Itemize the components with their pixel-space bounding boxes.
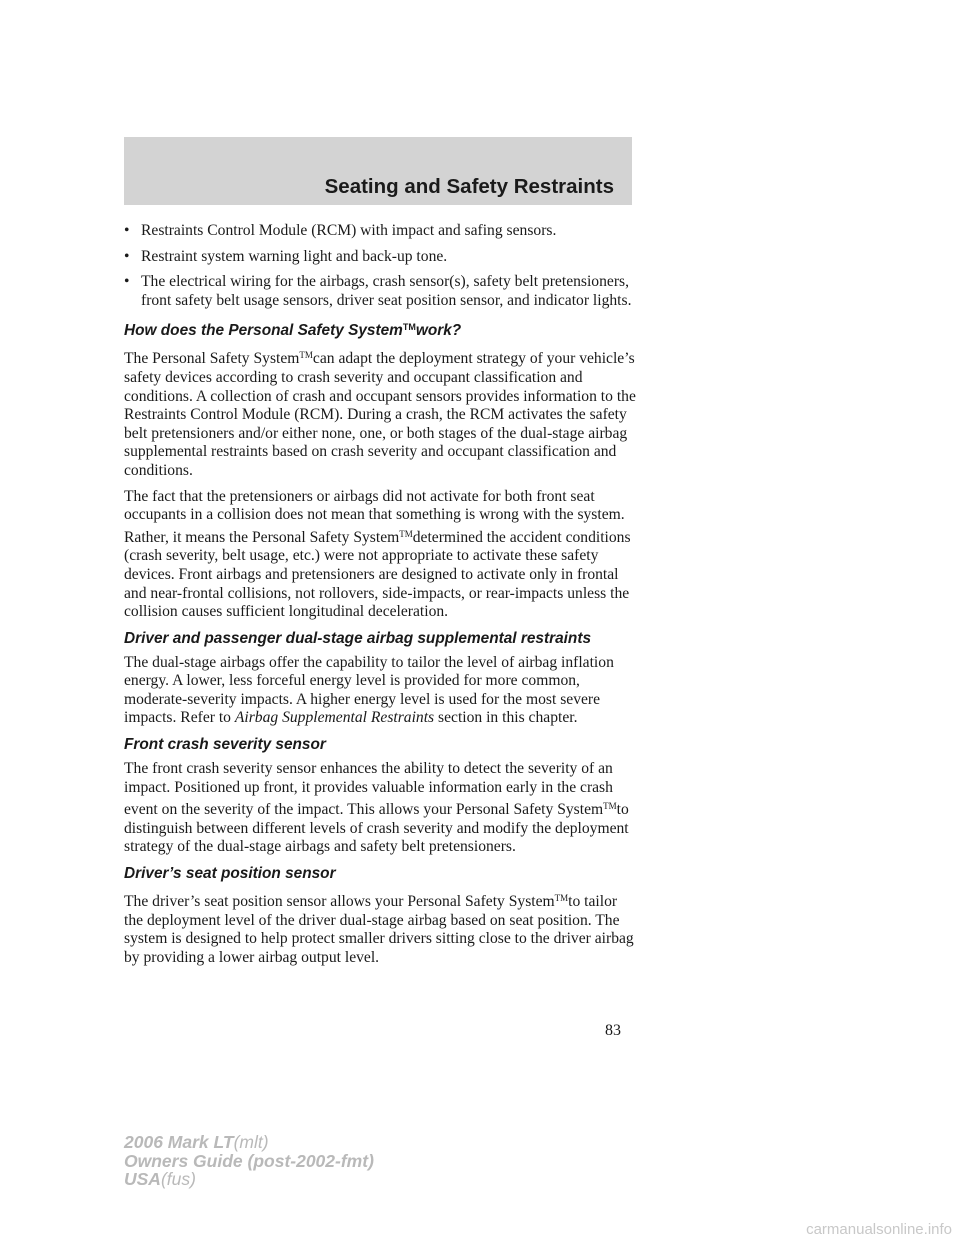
page-content bbox=[124, 222, 636, 974]
list-item-text: Restraint system warning light and back-up tone. bbox=[141, 247, 448, 265]
list-item bbox=[124, 273, 636, 310]
list-item-text: The electrical wiring for the airbags, crash sensor(s), safety belt pretensioners, front safety belt usage sensors, driver seat position sensor, and indicator lights. bbox=[141, 273, 632, 309]
trademark-symbol: TM bbox=[402, 322, 416, 333]
cross-reference: Airbag Supplemental Restraints bbox=[234, 709, 435, 727]
trademark-symbol: TM bbox=[299, 350, 313, 361]
heading-dual-stage-airbags: Driver and passenger dual-stage airbag supplemental restraints bbox=[124, 629, 592, 647]
heading-how-it-works: How does the Personal Safety System™work? bbox=[124, 322, 462, 340]
list-item bbox=[124, 248, 636, 267]
heading-seat-position-sensor: Driver’s seat position sensor bbox=[124, 865, 336, 883]
bullet-icon: • bbox=[124, 273, 130, 291]
paragraph: The Personal Safety System™can adapt the deployment strategy of your vehicle’s safety devices according to crash severity and occupant classification and conditions. A collection of crash and occupant sensors provides information to the Restraints Control Module (RCM). During a crash, the RCM activates the safety belt pretensioners and/or either none, one, or both stages of the dual-stage airbag supplemental restraints based on crash severity and occupant classification and conditions. bbox=[124, 350, 636, 479]
document-footer bbox=[124, 1133, 374, 1189]
trademark-symbol: TM bbox=[603, 801, 617, 812]
paragraph: The dual-stage airbags offer the capability to tailor the level of airbag inflation energy. A lower, less forceful energy level is provided for more common, moderate-severity impacts. A higher energy level is used for the most severe impacts. Refer to Airbag Supplemental Restraints section in this chapter. bbox=[124, 653, 614, 727]
footer-line: 2006 Mark LT(mlt) bbox=[124, 1132, 269, 1152]
paragraph: The front crash severity sensor enhances the ability to detect the severity of an impact. Positioned up front, it provides valuable information early in the crash event on the severity of the impact. This allows your Personal Safety System™to distinguish between different levels of crash severity and modify the deployment strategy of the dual-stage airbags and safety belt pretensioners. bbox=[124, 760, 629, 856]
section-header-band bbox=[124, 137, 632, 205]
watermark: carmanualsonline.info bbox=[806, 1221, 952, 1238]
component-list bbox=[124, 222, 636, 310]
page-number: 83 bbox=[605, 1022, 621, 1039]
paragraph: The fact that the pretensioners or airbags did not activate for both front seat occupants in a collision does not mean that something is wrong with the system. Rather, it means the Personal Safety System™determined the accident conditions (crash severity, belt usage, etc.) were not appropriate to activate these safety devices. Front airbags and pretensioners are designed to activate only in frontal and near-frontal collisions, not rollovers, side-impacts, or rear-impacts unless the collision causes sufficient longitudinal deceleration. bbox=[124, 487, 631, 621]
footer-line: Owners Guide (post-2002-fmt) bbox=[124, 1150, 374, 1171]
bullet-icon: • bbox=[124, 222, 130, 239]
footer-line: USA(fus) bbox=[124, 1169, 196, 1189]
paragraph: The driver’s seat position sensor allows your Personal Safety System™to tailor the deployment level of the driver dual-stage airbag based on seat position. The system is designed to help protect smaller drivers sitting close to the driver airbag by providing a lower airbag output level. bbox=[124, 893, 634, 966]
bullet-icon: • bbox=[124, 247, 130, 265]
list-item bbox=[124, 222, 636, 241]
trademark-symbol: TM bbox=[554, 893, 569, 904]
section-title: Seating and Safety Restraints bbox=[324, 175, 614, 198]
list-item-text: Restraints Control Module (RCM) with impact and safing sensors. bbox=[141, 222, 557, 239]
heading-front-crash-sensor: Front crash severity sensor bbox=[124, 736, 326, 754]
trademark-symbol: TM bbox=[399, 528, 413, 539]
